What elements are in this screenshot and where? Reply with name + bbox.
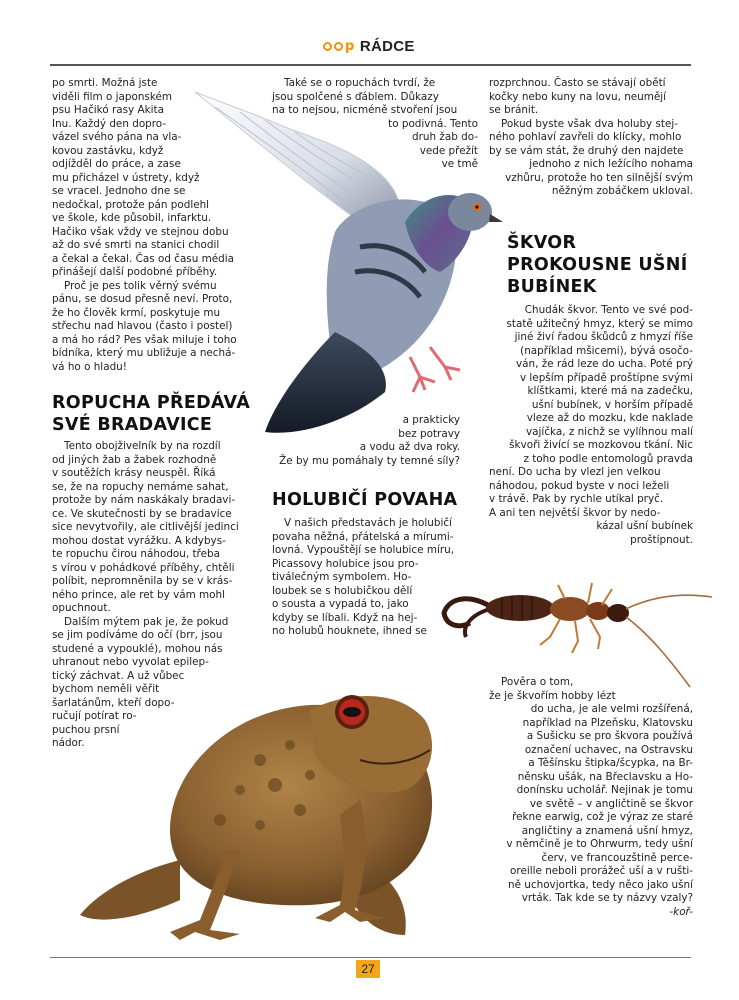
text-line: a Sušicku se pro škvora používá	[526, 730, 693, 742]
text-line: pánu, se dosud přesně neví. Proto,	[52, 293, 233, 305]
text-line: z toho podle entomologů pravda	[523, 452, 693, 465]
text-line: A ani ten největší škvor by nedo-	[489, 506, 661, 519]
text-line: něnsku ušák, na Břeclavsku a Ho-	[517, 770, 693, 783]
text-line: náhodou, pokud byste v noci leželi	[489, 479, 670, 492]
text-line: ručují potírat ro-	[52, 710, 137, 722]
text-line: Proč je pes tolik věrný svému	[64, 279, 217, 292]
text-line: sice nevytvořily, ale citlivější jedinci	[52, 521, 239, 533]
text-line: proštípnout.	[630, 533, 693, 546]
text-line: ce. Ve skutečnosti by se bradavice	[52, 507, 232, 520]
text-line: v soutěžích krásy neuspěl. Říká	[52, 467, 216, 479]
column-3-earwig	[489, 232, 693, 547]
page-number: 27	[356, 960, 380, 978]
text-line: se, že na ropuchy nemáme sahat,	[52, 480, 229, 493]
text-line: se jim podíváme do očí (brr, jsou	[52, 629, 223, 641]
heading-line: PROKOUSNE UŠNÍ	[507, 255, 688, 275]
text-line: Také se o ropuchách tvrdí, že	[284, 77, 436, 89]
paragraph-earwig	[489, 304, 693, 547]
coop-logo: p	[322, 39, 354, 54]
text-line: v němčině je to Ohrwurm, tedy ušní	[506, 838, 693, 850]
text-line: Chudák škvor. Tento ve své pod-	[524, 304, 693, 316]
text-line: mu přicházel v ústrety, když	[52, 171, 200, 184]
column-2-mid	[272, 414, 460, 468]
text-line: no holubů houknete, ihned se	[272, 625, 427, 637]
text-line: řekne earwig, což je výraz ze staré	[512, 811, 693, 823]
earwig-image	[440, 575, 715, 690]
text-line: a má ho rád? Pes však miluje i toho	[52, 333, 237, 346]
text-line: ve škole, kde působil, infarktu.	[52, 212, 212, 224]
text-line: a prakticky	[402, 414, 460, 426]
text-line: kázal ušní bubínek	[596, 520, 693, 532]
text-line: a čekal a čekal. Čas od času média	[52, 252, 234, 265]
heading-line: ROPUCHA PŘEDÁVÁ	[52, 393, 251, 413]
text-line: přinášejí další podobné příběhy.	[52, 266, 218, 278]
author-signature: -koř-	[669, 905, 693, 918]
text-line: v lepším případě proštípne svými	[519, 371, 693, 384]
text-line: Pokud byste však dva holuby stej-	[501, 117, 679, 130]
text-line: studené a vypouklé), mohou nás	[52, 642, 223, 655]
column-3-top	[489, 77, 693, 199]
text-line: políbit, nepromněnila by se v krás-	[52, 575, 233, 587]
text-line: nedočkal, protože pán podlehl	[52, 198, 210, 211]
text-line: ván, že rád leze do ucha. Poté prý	[516, 358, 693, 370]
text-line: bychom neměli věřit	[52, 683, 160, 695]
text-line: na to nejsou, nicméně stvoření jsou	[272, 104, 458, 116]
heading-earwig	[507, 232, 693, 298]
text-line: tiválečným symbolem. Ho-	[272, 571, 412, 583]
text-line: ve světě – v angličtině se škvor	[529, 797, 693, 810]
text-line: Dalším mýtem pak je, že pokud	[64, 615, 229, 628]
text-line: viděli film o japonském	[52, 90, 172, 103]
text-line: ného pohlaví zavřeli do klícky, mohlo	[489, 131, 682, 143]
text-line: uhranout nebo vyvolat epilep-	[52, 656, 209, 668]
text-line: loubek se s holubičkou dělí	[272, 584, 413, 597]
paragraph-pigeon-cont	[489, 77, 693, 118]
text-line: jsou spolčené s ďáblem. Důkazy	[272, 90, 439, 103]
text-line: Inu. Každý den dopro-	[52, 117, 167, 130]
text-line: že je škvořím hobby lézt	[489, 689, 616, 702]
text-line: červ, ve francouzštině perce-	[541, 851, 693, 864]
text-line: a vodu až dva roky.	[359, 441, 460, 453]
heading-line: ŠKVOR	[507, 233, 577, 253]
text-line: od jiných žab a žabek rozhodně	[52, 453, 217, 466]
paragraph-toad-warts	[52, 440, 260, 616]
page-header	[322, 36, 415, 56]
text-line: vajíčka, z nichž se vylíhnou malí	[526, 425, 693, 438]
text-line: mohou dostat vyrážku. A kdybys-	[52, 534, 226, 547]
text-line: Tento obojživelník by na rozdíl	[64, 440, 221, 452]
text-line: to podivná. Tento	[388, 117, 478, 130]
text-line: Že by mu pomáhaly ty temné síly?	[279, 454, 460, 467]
paragraph-dog-loyalty	[52, 280, 260, 375]
text-line: klíštkami, které má na zadečku,	[527, 385, 693, 397]
text-line: Pověra o tom,	[501, 676, 574, 688]
text-line: angličtiny a znamená ušní hmyz,	[521, 824, 693, 837]
text-line: kovou zastávku, když	[52, 144, 164, 157]
toad-image	[60, 650, 460, 950]
text-line: protože by nám naskákaly bradavi-	[52, 494, 236, 506]
text-line: do ucha, je ale velmi rozšířená,	[530, 703, 693, 715]
text-line: povaha něžná, přátelská a mírumi-	[272, 530, 454, 543]
text-line: (například mšicemi), bývá osočo-	[520, 344, 693, 357]
text-line: ného prince, ale ret by vám mohl	[52, 588, 225, 601]
text-line: jiné živí řadou škůdců z hmyzí říše	[514, 331, 693, 343]
heading-pigeon: HOLUBIČÍ POVAHA	[272, 490, 458, 510]
text-line: odjížděl do práce, a zase	[52, 158, 181, 170]
text-line: rozprchnou. Často se stávají obětí	[489, 77, 666, 89]
text-line: se vracel. Jednoho dne se	[52, 185, 186, 197]
text-line: vede přežít	[419, 144, 478, 157]
text-line: jednoho z nich ležícího nohama	[529, 158, 693, 170]
text-line: až do své smrti na stanici chodil	[52, 239, 220, 251]
text-line: vázel svého pána na vla-	[52, 131, 182, 143]
column-2-top	[272, 77, 478, 172]
text-line: něžným zobáčkem ukloval.	[551, 185, 693, 197]
text-line: oreille neboli prorážeč uší a v rušti-	[510, 865, 693, 877]
text-line: kočky nebo kuny na lovu, neumějí	[489, 90, 667, 103]
heading-toad	[52, 392, 260, 436]
text-line: tický záchvat. A už vůbec	[52, 669, 185, 682]
text-line: vzhůru, protože ho ten silnější svým	[505, 171, 693, 184]
text-line: s vírou v pohádkové příběhy, chtěli	[52, 561, 235, 574]
text-line: nádor.	[52, 737, 85, 749]
text-line: ušní bubínek, v horším případě	[531, 398, 693, 411]
paragraph-hachiko	[52, 77, 260, 280]
text-line: že ho člověk krmí, poskytuje mu	[52, 306, 221, 319]
text-line: po smrti. Možná jste	[52, 77, 158, 89]
text-line: bez potravy	[398, 427, 460, 440]
text-line: v trávě. Pak by rychle utíkal pryč.	[489, 493, 664, 505]
text-line: Hačiko však vždy ve stejnou dobu	[52, 225, 229, 238]
text-line: o sousta a vypadá to, jako	[272, 598, 409, 610]
footer-rule	[50, 957, 691, 958]
text-line: například na Plzeňsku, Klatovsku	[522, 716, 693, 729]
text-line: opuchnout.	[52, 602, 111, 614]
heading-line: SVÉ BRADAVICE	[52, 415, 213, 435]
text-line: Picassovy holubice jsou pro-	[272, 557, 419, 570]
paragraph-pigeon-cage	[489, 118, 693, 199]
text-line: vleze až do mozku, kde naklade	[526, 412, 693, 424]
text-line: druh žab do-	[412, 131, 478, 143]
text-line: střechu nad hlavou (často i postel)	[52, 320, 233, 332]
text-line: by se vám stát, že druhý den najdete	[489, 144, 684, 157]
column-3-bottom	[489, 676, 693, 919]
text-line: lovná. Vypouštějí se holubice míru,	[272, 544, 455, 556]
text-line: vá ho o hladu!	[52, 360, 127, 373]
heading-line: BUBÍNEK	[507, 277, 597, 297]
text-line: vrták. Tak kde se ty názvy vzaly?	[521, 892, 693, 904]
header-rule	[50, 64, 691, 66]
text-line: kdyby se líbali. Když na hej-	[272, 611, 418, 624]
text-line: ně uchovjortka, tedy něco jako ušní	[508, 878, 693, 891]
text-line: statě užitečný hmyz, který se mimo	[506, 317, 693, 330]
text-line: není. Do ucha by vlezl jen velkou	[489, 466, 661, 478]
text-line: a Těšínsku štipka/šcypka, na Br-	[528, 757, 693, 769]
text-line: te ropuchu čirou náhodou, třeba	[52, 548, 220, 560]
text-line: škvoři živící se mozkovou tkání. Nic	[509, 439, 693, 451]
section-title: RÁDCE	[359, 37, 415, 55]
text-line: šarlatánům, kteří dopo-	[52, 696, 175, 709]
text-line: puchou prsní	[52, 723, 120, 736]
text-line: bídníka, který mu ubližuje a nechá-	[52, 347, 236, 359]
text-line: V našich představách je holubičí	[284, 517, 452, 529]
text-line: se bránit.	[489, 104, 539, 116]
text-line: označení uchavec, na Ostravsku	[524, 743, 693, 756]
text-line: ve tmě	[441, 158, 478, 170]
text-line: donínsku ucholář. Nejinak je tomu	[516, 784, 693, 796]
text-line: psu Hačikó rasy Akita	[52, 104, 164, 116]
